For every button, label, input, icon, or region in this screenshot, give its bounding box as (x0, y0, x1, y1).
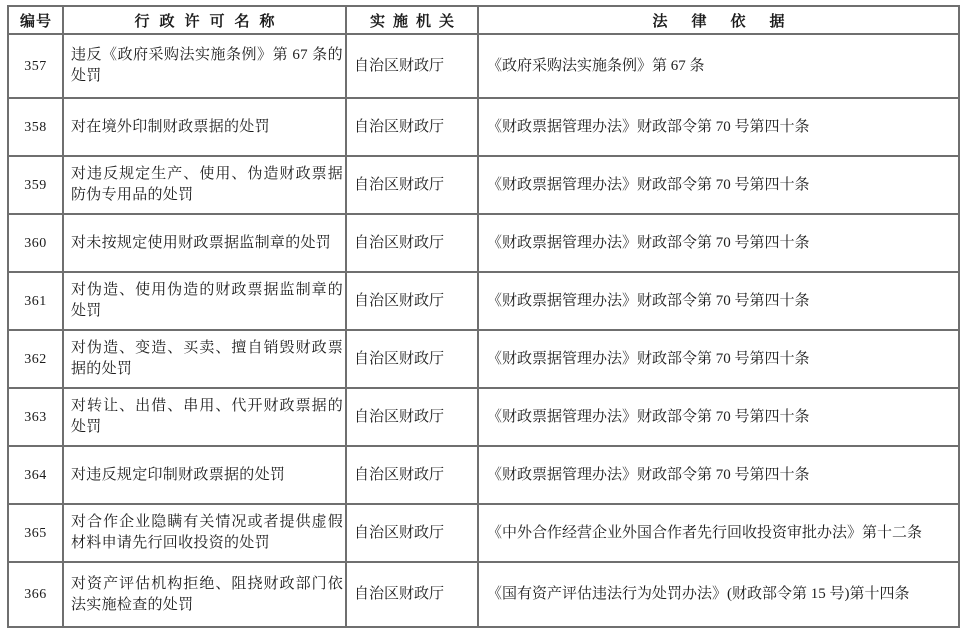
table-row (8, 272, 959, 330)
permit-name-cell: 对资产评估机构拒绝、阻挠财政部门依法实施检查的处罚 (63, 562, 346, 627)
row-id-cell: 359 (8, 156, 63, 214)
header-legal-basis (478, 6, 959, 34)
row-id-cell: 366 (8, 562, 63, 627)
administrative-permits-table (7, 5, 960, 628)
row-id-cell: 364 (8, 446, 63, 504)
permit-name-cell: 对在境外印制财政票据的处罚 (63, 98, 346, 156)
agency-cell: 自治区财政厅 (346, 272, 478, 330)
permit-name-cell: 对伪造、变造、买卖、擅自销毁财政票据的处罚 (63, 330, 346, 388)
agency-cell: 自治区财政厅 (346, 388, 478, 446)
row-id-cell: 357 (8, 34, 63, 98)
agency-cell: 自治区财政厅 (346, 214, 478, 272)
legal-basis-cell: 《财政票据管理办法》财政部令第 70 号第四十条 (478, 214, 959, 272)
agency-cell: 自治区财政厅 (346, 446, 478, 504)
table-row (8, 156, 959, 214)
row-id-cell: 365 (8, 504, 63, 562)
permit-name-cell: 对转让、出借、串用、代开财政票据的处罚 (63, 388, 346, 446)
table-header (8, 6, 959, 34)
permit-name-cell: 违反《政府采购法实施条例》第 67 条的处罚 (63, 34, 346, 98)
legal-basis-cell: 《财政票据管理办法》财政部令第 70 号第四十条 (478, 330, 959, 388)
agency-cell: 自治区财政厅 (346, 34, 478, 98)
table-row (8, 214, 959, 272)
legal-basis-cell: 《财政票据管理办法》财政部令第 70 号第四十条 (478, 98, 959, 156)
row-id-cell: 362 (8, 330, 63, 388)
permit-name-cell: 对未按规定使用财政票据监制章的处罚 (63, 214, 346, 272)
agency-cell: 自治区财政厅 (346, 156, 478, 214)
header-legal-basis-label: 法律依据 (652, 13, 809, 30)
table-row (8, 562, 959, 627)
table-body (8, 34, 959, 627)
table-row (8, 330, 959, 388)
header-permit-name-label: 行政许可名称 (134, 13, 285, 30)
legal-basis-cell: 《财政票据管理办法》财政部令第 70 号第四十条 (478, 272, 959, 330)
row-id-cell: 363 (8, 388, 63, 446)
header-row (8, 6, 959, 34)
agency-cell: 自治区财政厅 (346, 98, 478, 156)
permit-name-cell: 对违反规定印制财政票据的处罚 (63, 446, 346, 504)
header-agency (346, 6, 478, 34)
table-row (8, 446, 959, 504)
agency-cell: 自治区财政厅 (346, 504, 478, 562)
header-permit-name (63, 6, 346, 34)
legal-basis-cell: 《中外合作经营企业外国合作者先行回收投资审批办法》第十二条 (478, 504, 959, 562)
row-id-cell: 360 (8, 214, 63, 272)
legal-basis-cell: 《政府采购法实施条例》第 67 条 (478, 34, 959, 98)
permit-name-cell: 对合作企业隐瞒有关情况或者提供虚假材料申请先行回收投资的处罚 (63, 504, 346, 562)
header-agency-label: 实施机关 (369, 13, 462, 30)
header-id-label: 编号 (19, 13, 52, 30)
legal-basis-cell: 《财政票据管理办法》财政部令第 70 号第四十条 (478, 446, 959, 504)
table-row (8, 504, 959, 562)
agency-cell: 自治区财政厅 (346, 562, 478, 627)
legal-basis-cell: 《财政票据管理办法》财政部令第 70 号第四十条 (478, 388, 959, 446)
row-id-cell: 361 (8, 272, 63, 330)
row-id-cell: 358 (8, 98, 63, 156)
permit-name-cell: 对违反规定生产、使用、伪造财政票据防伪专用品的处罚 (63, 156, 346, 214)
legal-basis-cell: 《国有资产评估违法行为处罚办法》(财政部令第 15 号)第十四条 (478, 562, 959, 627)
table-row (8, 98, 959, 156)
agency-cell: 自治区财政厅 (346, 330, 478, 388)
permit-name-cell: 对伪造、使用伪造的财政票据监制章的处罚 (63, 272, 346, 330)
header-id (8, 6, 63, 34)
table-row (8, 34, 959, 98)
legal-basis-cell: 《财政票据管理办法》财政部令第 70 号第四十条 (478, 156, 959, 214)
table-row (8, 388, 959, 446)
